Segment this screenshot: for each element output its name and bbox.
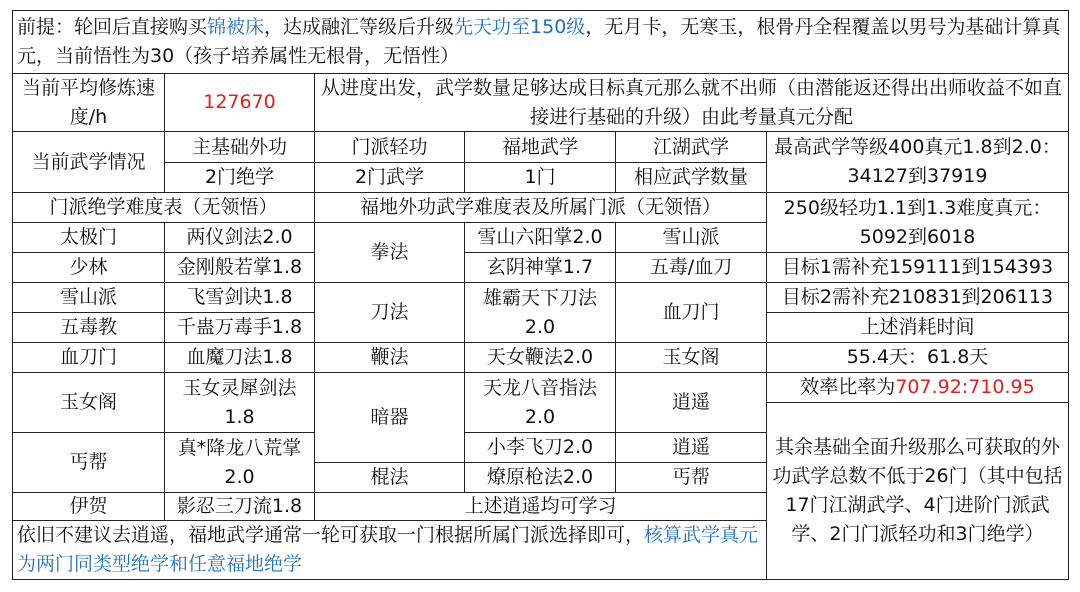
intro-text-3: ，无月卡，无寒玉，根骨丹全程覆盖以男号为基础计算真元，当前悟性为30（孩子培养属性无根骨，无悟性）: [17, 16, 1061, 67]
efficiency-value: 707.92:710.95: [895, 376, 1035, 398]
fudi-skill: 燎原枪法2.0: [464, 462, 615, 492]
fudi-type: 棍法: [314, 462, 464, 492]
sect-name: 血刀门: [12, 342, 164, 372]
sect-skill: 飞雪剑诀1.8: [164, 282, 314, 312]
fudi-table-title: 福地外功武学难度表及所属门派（无领悟）: [314, 192, 766, 222]
speed-note: 从进度出发，武学数量足够达成目标真元那么就不出师（由潜能返还得出出师收益不如直接进行基础的升级）由此考量真元分配: [314, 73, 1069, 131]
fudi-type: 刀法: [314, 282, 464, 342]
sect-table-title: 门派绝学难度表（无领悟）: [12, 192, 314, 222]
intro-highlight-bed: 锦被床: [207, 16, 265, 38]
fudi-skill: 玄阴神掌1.7: [464, 252, 615, 282]
fudi-footer: 上述逍遥均可学习: [314, 492, 766, 520]
intro-cell: [12, 10, 1069, 73]
sect-skill: 真*降龙八荒掌2.0: [164, 432, 314, 492]
bottom-note: [12, 520, 766, 580]
note-summary: 其余基础全面升级那么可获取的外功武学总数不低于26门（其中包括17门江湖武学、4门进阶门派武学、2门门派轻功和3门绝学）: [766, 402, 1069, 580]
speed-label: 当前平均修炼速度/h: [12, 73, 164, 131]
current-value-main: 2门绝学: [164, 162, 314, 192]
sect-name: 伊贺: [12, 492, 164, 520]
sect-skill: 金刚般若掌1.8: [164, 252, 314, 282]
fudi-sect: 血刀门: [615, 282, 766, 342]
fudi-skill: 天龙八音指法2.0: [464, 372, 615, 432]
fudi-type: 鞭法: [314, 342, 464, 372]
current-header-sect-light: 门派轻功: [314, 131, 464, 162]
current-header-fudi: 福地武学: [464, 131, 615, 162]
bottom-highlight: 核算武学真元为两门同类型绝学和任意福地绝学: [17, 524, 759, 575]
fudi-skill: 雪山六阳掌2.0: [464, 222, 615, 252]
sect-skill: 两仪剑法2.0: [164, 222, 314, 252]
note-light-skill: 250级轻功1.1到1.3难度真元：5092到6018: [766, 192, 1069, 252]
sect-skill: 血魔刀法1.8: [164, 342, 314, 372]
current-header-jianghu: 江湖武学: [615, 131, 766, 162]
fudi-sect: 五毒/血刀: [615, 252, 766, 282]
fudi-sect: 雪山派: [615, 222, 766, 252]
fudi-sect: 丐帮: [615, 462, 766, 492]
note-max-level: 最高武学等级400真元1.8到2.0：34127到37919: [766, 131, 1069, 192]
bottom-text: 依旧不建议去逍遥，福地武学通常一轮可获取一门根据所属门派选择即可，: [17, 524, 645, 546]
fudi-sect: 逍遥: [615, 432, 766, 462]
sect-skill: 千蛊万毒手1.8: [164, 312, 314, 342]
sect-name: 少林: [12, 252, 164, 282]
current-value-fudi: 1门: [464, 162, 615, 192]
sect-name: 五毒教: [12, 312, 164, 342]
intro-text-1: 前提：轮回后直接购买: [17, 16, 208, 38]
fudi-skill: 小李飞刀2.0: [464, 432, 615, 462]
current-header-main: 主基础外功: [164, 131, 314, 162]
speed-value: 127670: [164, 73, 314, 131]
current-value-sect-light: 2门武学: [314, 162, 464, 192]
current-label: 当前武学情况: [12, 131, 164, 192]
fudi-skill: 雄霸天下刀法2.0: [464, 282, 615, 342]
sect-name: 丐帮: [12, 432, 164, 492]
intro-highlight-skill: 先天功至150级: [454, 16, 586, 38]
note-target-1: 目标1需补充159111到154393: [766, 252, 1069, 282]
note-time-value: 55.4天：61.8天: [766, 342, 1069, 372]
fudi-sect: 玉女阁: [615, 342, 766, 372]
fudi-type: 拳法: [314, 222, 464, 282]
sect-skill: 玉女灵犀剑法1.8: [164, 372, 314, 432]
sect-name: 雪山派: [12, 282, 164, 312]
sect-name: 太极门: [12, 222, 164, 252]
fudi-skill: 天女鞭法2.0: [464, 342, 615, 372]
intro-text-2: ，达成融汇等级后升级: [264, 16, 455, 38]
note-time-label: 上述消耗时间: [766, 312, 1069, 342]
note-efficiency: 效率比率为707.92:710.95: [766, 372, 1069, 402]
fudi-sect: 逍遥: [615, 372, 766, 432]
sect-name: 玉女阁: [12, 372, 164, 432]
current-value-jianghu: 相应武学数量: [615, 162, 766, 192]
fudi-type: 暗器: [314, 372, 464, 462]
note-target-2: 目标2需补充210831到206113: [766, 282, 1069, 312]
sect-skill: 影忍三刀流1.8: [164, 492, 314, 520]
